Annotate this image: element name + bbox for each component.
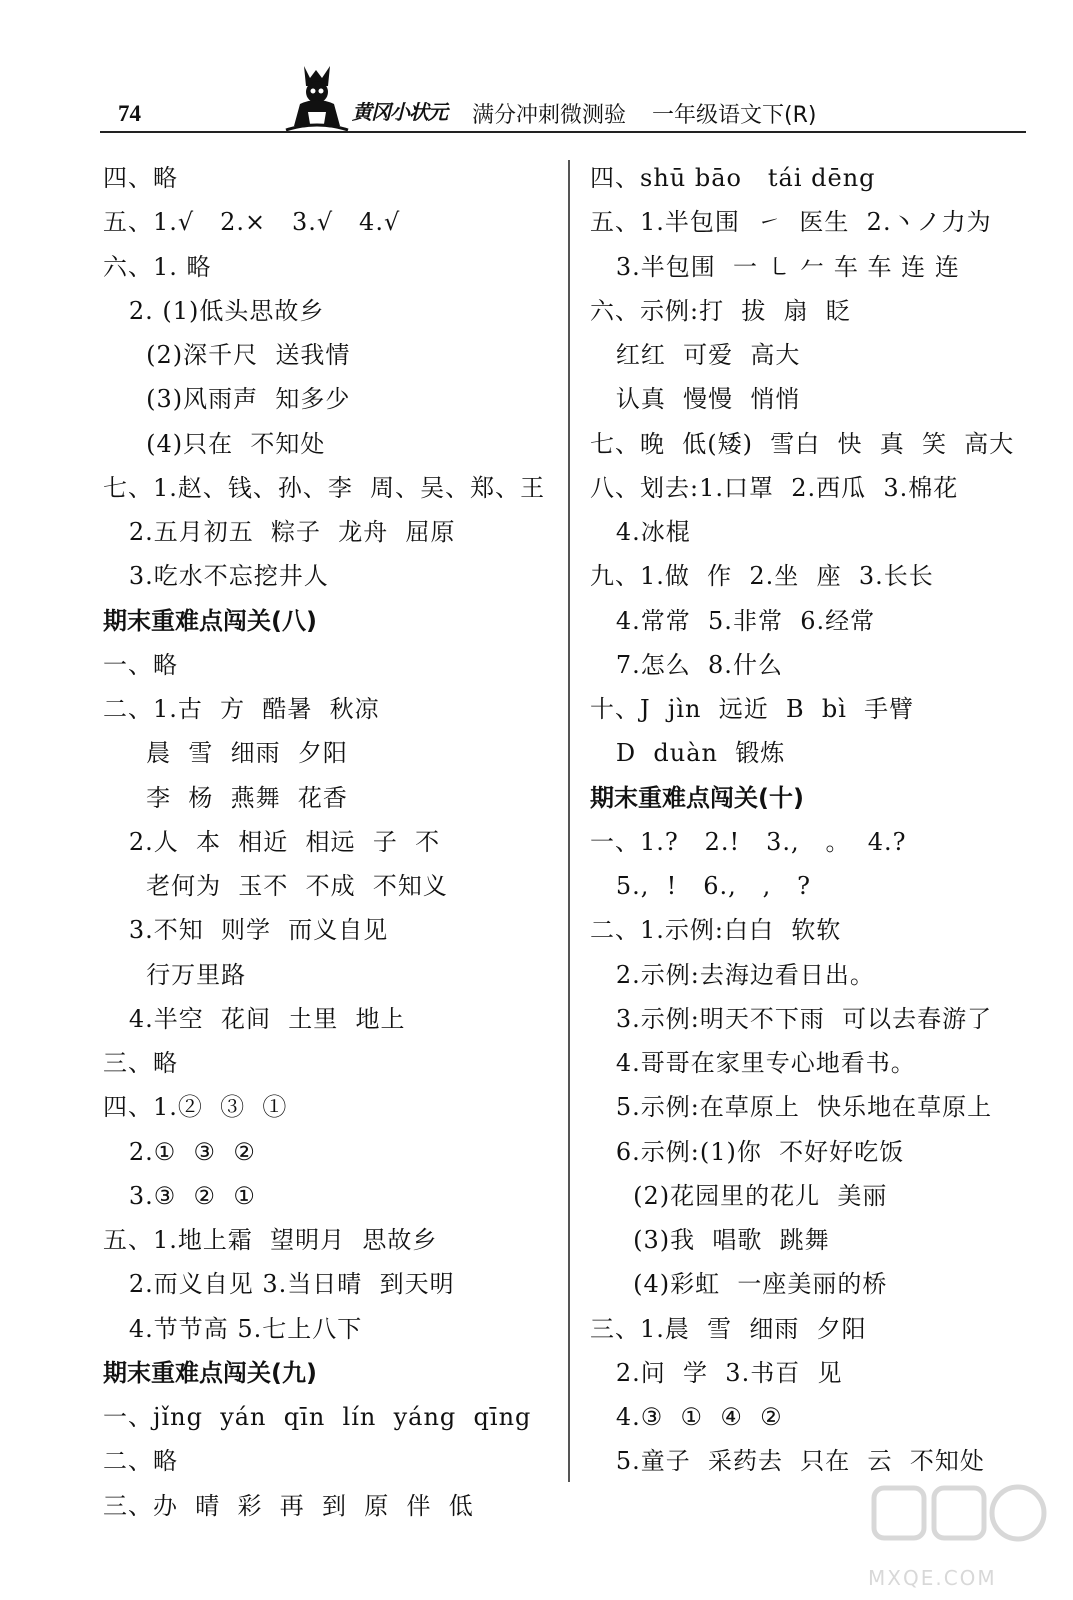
answer-line: 2.① ③ ② <box>103 1137 256 1166</box>
section-heading: 期末重难点闯关(九) <box>103 1358 317 1387</box>
answer-line: 3.半包围 一 ㇄ 𠂉 车 车 连 连 <box>590 252 960 281</box>
answer-line: (2)花园里的花儿 美丽 <box>590 1181 888 1210</box>
column-divider <box>568 160 570 1482</box>
watermark-site: MXQE.COM <box>868 1566 997 1590</box>
answer-line: 三、略 <box>103 1049 178 1077</box>
right-answer-column <box>590 156 1040 1484</box>
answer-line: 老何为 玉不 不成 不知义 <box>103 872 448 900</box>
answer-line: 六、1. 略 <box>103 252 212 281</box>
answer-line: 4.半空 花间 土里 地上 <box>103 1004 406 1033</box>
answer-line: 4.冰棍 <box>590 518 691 546</box>
answer-line: 3.示例:明天不下雨 可以去春游了 <box>590 1004 993 1033</box>
answer-line: 晨 雪 细雨 夕阳 <box>103 739 348 768</box>
answer-line: 四、略 <box>103 164 178 192</box>
answer-line: (4)只在 不知处 <box>103 429 326 458</box>
answer-line: 2.人 本 相近 相远 子 不 <box>103 827 441 856</box>
answer-line: 3.吃水不忘挖井人 <box>103 562 329 591</box>
answer-line: 五、1.√ 2.× 3.√ 4.√ <box>103 208 401 237</box>
answer-line: 五、1.地上霜 望明月 思故乡 <box>103 1226 438 1254</box>
answer-line: 七、1.赵、钱、孙、李 周、吴、郑、王 <box>103 473 546 502</box>
answer-line: 4.常常 5.非常 6.经常 <box>590 606 876 635</box>
answer-line: 3.不知 则学 而义自见 <box>103 916 389 945</box>
section-heading: 期末重难点闯关(十) <box>590 783 804 812</box>
answer-line: (3)风雨声 知多少 <box>103 385 351 414</box>
answer-line: (4)彩虹 一座美丽的桥 <box>590 1270 888 1299</box>
answer-line: 九、1.做 作 2.坐 座 3.长长 <box>590 562 934 591</box>
mascot-logo-icon <box>282 60 352 132</box>
answer-line: 6.示例:(1)你 不好好吃饭 <box>590 1137 905 1166</box>
section-heading: 期末重难点闯关(八) <box>103 606 317 635</box>
answer-line: 2.五月初五 粽子 龙舟 屈原 <box>103 518 456 546</box>
brand-logo-text: 黄冈小状元 <box>352 100 447 124</box>
answer-line: 一、jǐng yán qīn lín yáng qīng <box>103 1403 532 1431</box>
answer-line: 李 杨 燕舞 花香 <box>103 783 348 812</box>
header-rule <box>100 131 1026 133</box>
answer-line: (3)我 唱歌 跳舞 <box>590 1226 830 1254</box>
answer-line: 2.示例:去海边看日出。 <box>590 960 875 989</box>
answer-line: 十、J jìn 远近 B bì 手臂 <box>590 695 915 723</box>
answer-stamp-icon <box>868 1480 1058 1560</box>
page-header <box>0 0 1073 140</box>
book-title: 满分冲刺微测验 <box>472 103 627 128</box>
answer-line: (2)深千尺 送我情 <box>103 341 351 369</box>
answer-line: 二、1.古 方 酷暑 秋凉 <box>103 695 380 723</box>
answer-line: D duàn 锻炼 <box>590 739 786 768</box>
answer-line: 5.童子 采药去 只在 云 不知处 <box>590 1447 985 1476</box>
answer-line: 2.而义自见 3.当日晴 到天明 <box>103 1270 455 1299</box>
answer-line: 一、1.? 2.! 3., 。 4.? <box>590 827 907 856</box>
answer-line: 二、略 <box>103 1447 178 1476</box>
left-answer-column <box>103 156 553 1528</box>
answer-line: 行万里路 <box>103 960 247 989</box>
answer-line: 三、办 晴 彩 再 到 原 伴 低 <box>103 1491 474 1520</box>
answer-line: 4.节节高 5.七上八下 <box>103 1314 363 1343</box>
answer-line: 4.③ ① ④ ② <box>590 1403 783 1431</box>
answer-line: 7.怎么 8.什么 <box>590 650 783 679</box>
answer-line: 四、shū bāo tái dēng <box>590 164 876 192</box>
answer-line: 2.问 学 3.书百 见 <box>590 1358 843 1387</box>
answer-line: 一、略 <box>103 650 178 679</box>
answer-line: 六、示例:打 拔 扇 眨 <box>590 296 851 325</box>
answer-line: 五、1.半包围 ㇀ 医生 2.丶ノ力为 <box>590 208 992 237</box>
answer-line: 3.③ ② ① <box>103 1181 256 1210</box>
answer-line: 5., ! 6., , ? <box>590 872 811 900</box>
page-number: 74 <box>118 101 141 126</box>
watermark <box>868 1480 1058 1590</box>
answer-line: 4.哥哥在家里专心地看书。 <box>590 1049 916 1077</box>
answer-line: 八、划去:1.口罩 2.西瓜 3.棉花 <box>590 473 959 502</box>
answer-line: 四、1.② ③ ① <box>103 1093 288 1122</box>
answer-line: 5.示例:在草原上 快乐地在草原上 <box>590 1093 993 1122</box>
answer-line: 二、1.示例:白白 软软 <box>590 916 842 945</box>
answer-line: 认真 慢慢 悄悄 <box>590 385 801 414</box>
answer-line: 红红 可爱 高大 <box>590 341 801 369</box>
grade-label: 一年级语文下(R) <box>652 103 817 128</box>
answer-line: 七、晚 低(矮) 雪白 快 真 笑 高大 <box>590 429 1015 458</box>
answer-line: 三、1.晨 雪 细雨 夕阳 <box>590 1314 867 1343</box>
answer-line: 2. (1)低头思故乡 <box>103 296 325 325</box>
